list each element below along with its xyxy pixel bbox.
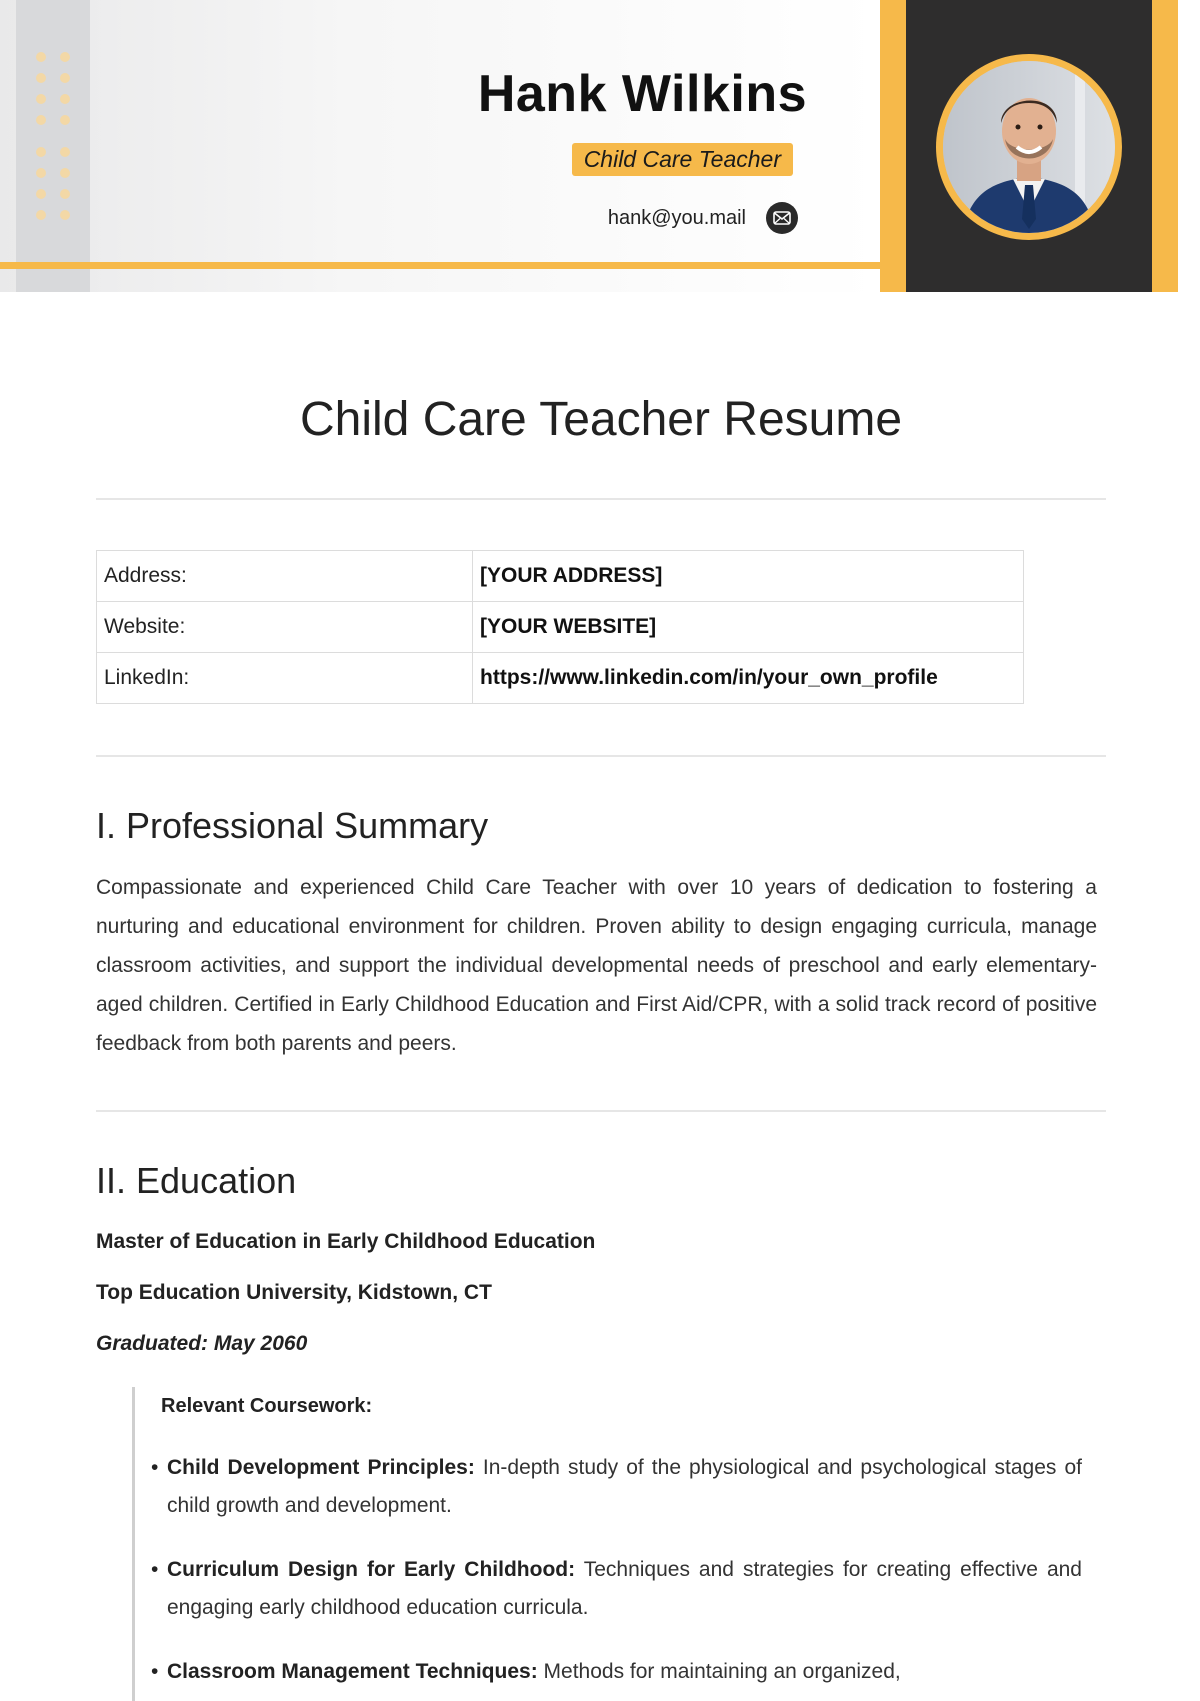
coursework-block bbox=[132, 1387, 1085, 1701]
bullet-icon: • bbox=[151, 1558, 159, 1581]
table-cell-value: [YOUR ADDRESS] bbox=[473, 551, 1024, 602]
envelope-icon bbox=[766, 202, 798, 234]
education-school: Top Education University, Kidstown, CT bbox=[96, 1281, 492, 1304]
summary-text: Compassionate and experienced Child Care Teacher with over 10 years of dedication to fostering a nurturing and educational environment for children. Proven ability to design engaging curricula, manage classroom activities, and support the individual developmental needs of preschool and early elementary-aged children. Certified in Early Childhood Education and First Aid/CPR, with a solid track record of positive feedback from both parents and peers. bbox=[96, 876, 1097, 1055]
dots-decoration-top bbox=[36, 52, 76, 125]
list-item bbox=[151, 1551, 1082, 1627]
divider bbox=[96, 755, 1106, 757]
list-item-title: Classroom Management Techniques: bbox=[167, 1660, 538, 1683]
avatar bbox=[943, 61, 1115, 233]
dots-decoration-bottom bbox=[36, 147, 76, 220]
education-degree: Master of Education in Early Childhood Education bbox=[96, 1230, 596, 1253]
section-heading-education: II. Education bbox=[96, 1160, 297, 1201]
table-row bbox=[97, 653, 1024, 704]
section-heading-summary: I. Professional Summary bbox=[96, 805, 489, 846]
list-item-title: Curriculum Design for Early Childhood: bbox=[167, 1558, 576, 1581]
email-address[interactable]: hank@you.mail bbox=[607, 206, 746, 229]
divider bbox=[96, 1110, 1106, 1112]
bullet-icon: • bbox=[151, 1660, 159, 1683]
list-item bbox=[151, 1653, 1082, 1691]
resume-header bbox=[0, 0, 1200, 292]
table-cell-label: LinkedIn: bbox=[97, 653, 473, 704]
list-item-text: Techniques and strategies for creating effective and engaging early childhood education curricula. bbox=[167, 1558, 1082, 1619]
table-row bbox=[97, 551, 1024, 602]
education-graduated: Graduated: May 2060 bbox=[96, 1332, 308, 1355]
divider bbox=[96, 498, 1106, 500]
avatar-frame bbox=[936, 54, 1122, 240]
contact-email-row bbox=[608, 202, 798, 234]
list-item-text: In-depth study of the physiological and psychological stages of child growth and development. bbox=[167, 1456, 1082, 1517]
table-cell-label: Website: bbox=[97, 602, 473, 653]
header-accent-line bbox=[0, 262, 880, 269]
header-decor-strip bbox=[16, 0, 90, 292]
table-cell-value[interactable]: https://www.linkedin.com/in/your_own_profile bbox=[473, 653, 1024, 704]
table-row bbox=[97, 602, 1024, 653]
list-item bbox=[151, 1449, 1082, 1525]
bullet-icon: • bbox=[151, 1456, 159, 1479]
list-item-text: Methods for maintaining an organized, bbox=[537, 1660, 901, 1683]
contact-table bbox=[96, 550, 1024, 704]
table-cell-value: [YOUR WEBSITE] bbox=[473, 602, 1024, 653]
role-badge: Child Care Teacher bbox=[572, 143, 793, 176]
coursework-heading: Relevant Coursework: bbox=[161, 1395, 373, 1417]
document-title: Child Care Teacher Resume bbox=[299, 393, 903, 446]
candidate-name: Hank Wilkins bbox=[477, 65, 807, 123]
table-cell-label: Address: bbox=[97, 551, 473, 602]
list-item-title: Child Development Principles: bbox=[167, 1456, 475, 1479]
